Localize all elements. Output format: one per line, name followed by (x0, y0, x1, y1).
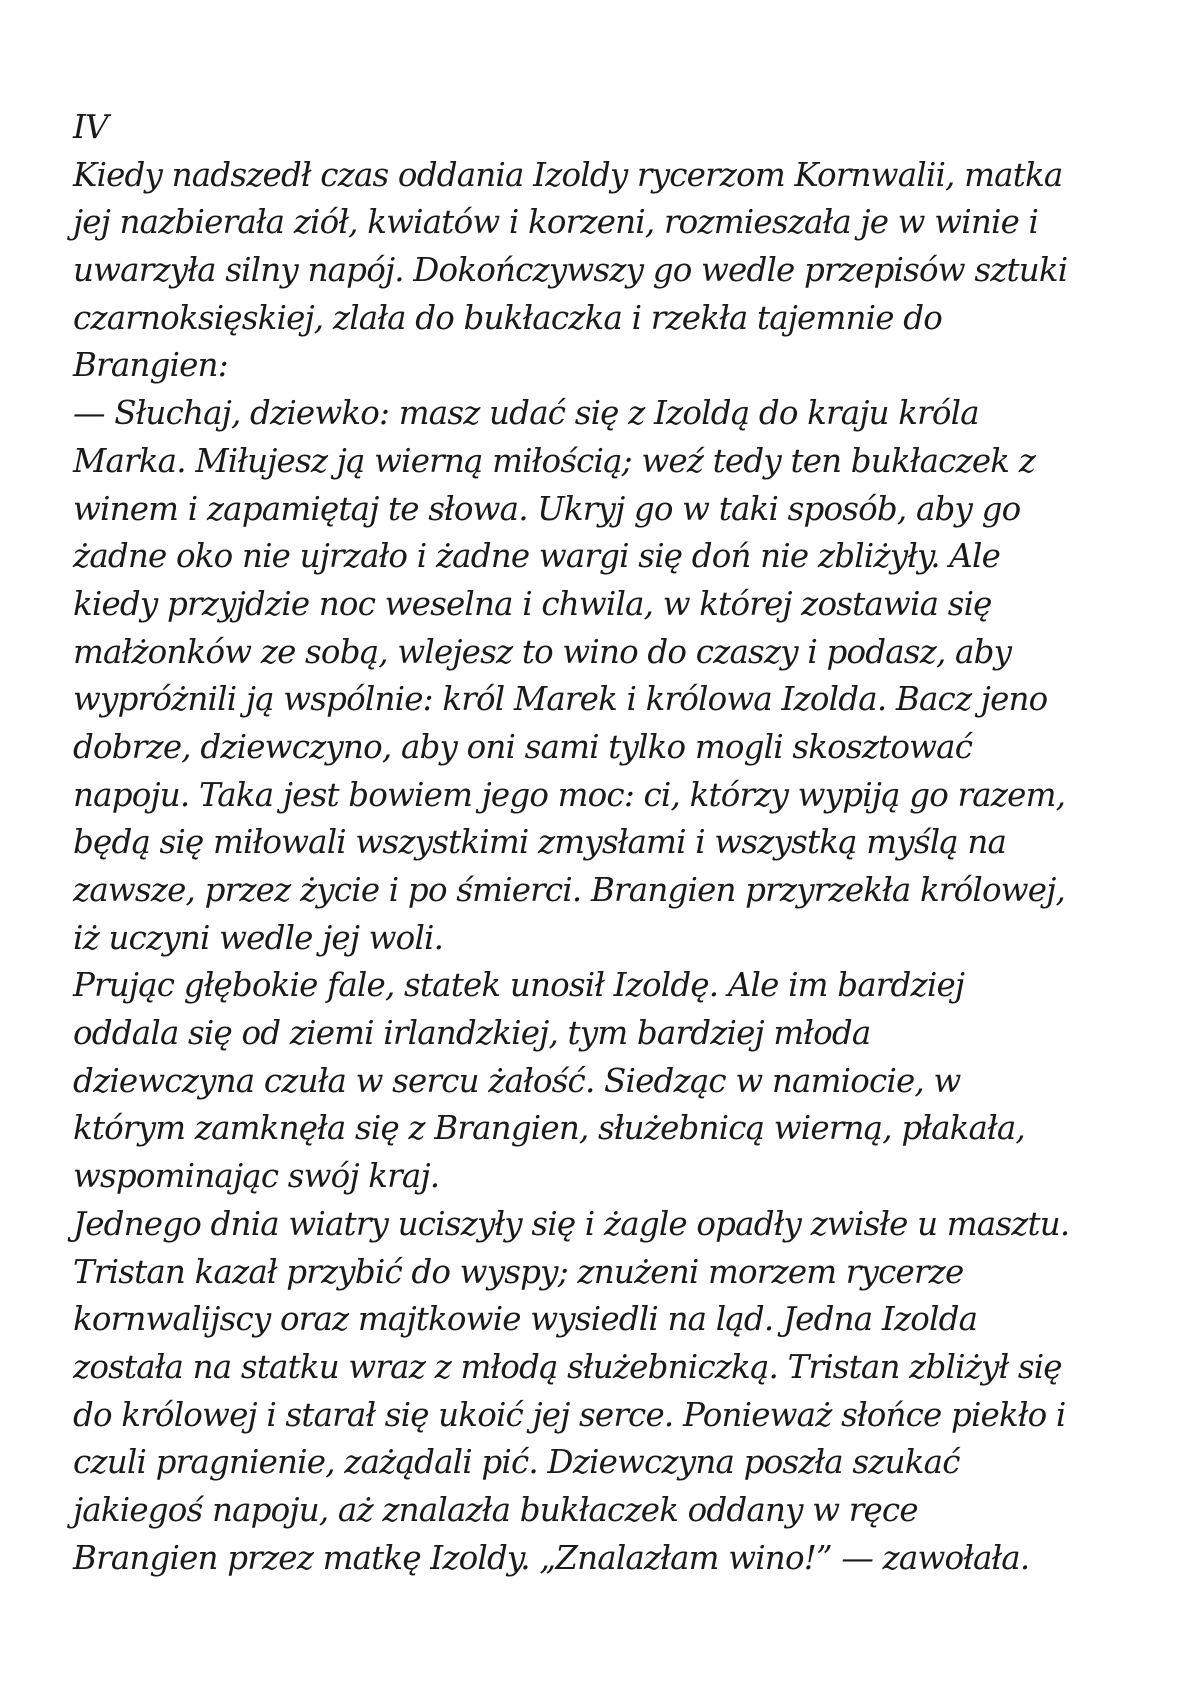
chapter-heading: IV (73, 108, 108, 146)
body-text (73, 104, 1153, 1582)
text-line: — Słuchaj, dziewko: masz udać się z Izoldą do kraju króla (73, 394, 979, 433)
text-line: jej nazbierała ziół, kwiatów i korzeni, rozmieszała je w winie i (73, 203, 1039, 242)
text-line: Tristan kazał przybić do wyspy; znużeni morzem rycerze (73, 1252, 964, 1291)
text-line: wspominając swój kraj. (73, 1157, 440, 1196)
text-line: uwarzyła silny napój. Dokończywszy go wedle przepisów sztuki (73, 251, 1068, 290)
text-line: Prując głębokie fale, statek unosił Izoldę. Ale im bardziej (73, 966, 965, 1005)
text-line: napoju. Taka jest bowiem jego moc: ci, którzy wypiją go razem, (73, 775, 1066, 814)
text-line: zawsze, przez życie i po śmierci. Brangien przyrzekła królowej, (73, 871, 1066, 909)
text-line: którym zamknęła się z Brangien, służebnicą wierną, płakała, (73, 1109, 1025, 1148)
text-line: Jednego dnia wiatry uciszyły się i żagle opadły zwisłe u masztu. (73, 1204, 1070, 1243)
text-line: czarnoksięskiej, zlała do bukłaczka i rzekła tajemnie do (73, 298, 942, 337)
text-line: winem i zapamiętaj te słowa. Ukryj go w taki sposób, aby go (73, 489, 1021, 528)
text-line: dobrze, dziewczyno, aby oni sami tylko mogli skosztować (73, 727, 973, 766)
text-line: jakiegoś napoju, aż znalazła bukłaczek oddany w ręce (73, 1490, 918, 1529)
text-line: oddala się od ziemi irlandzkiej, tym bardziej młoda (73, 1014, 871, 1053)
text-line: Kiedy nadszedł czas oddania Izoldy rycerzom Kornwalii, matka (73, 155, 1063, 194)
text-line: małżonków ze sobą, wlejesz to wino do czaszy i podasz, aby (73, 632, 1012, 671)
text-line: Marka. Miłujesz ją wierną miłością; weź tedy ten bukłaczek z (73, 441, 1036, 480)
text-line: kiedy przyjdzie noc weselna i chwila, w której zostawia się (73, 584, 992, 623)
text-line: została na statku wraz z młodą służebniczką. Tristan zbliżył się (73, 1347, 1062, 1386)
text-line: Brangien przez matkę Izoldy. „Znalazłam wino!” — zawołała. (73, 1538, 1030, 1577)
text-line: żadne oko nie ujrzało i żadne wargi się doń nie zbliżyły. Ale (73, 537, 1001, 576)
text-line: do królowej i starał się ukoić jej serce. Ponieważ słońce piekło i (73, 1395, 1066, 1434)
text-line: kornwalijscy oraz majtkowie wysiedli na ląd. Jedna Izolda (73, 1300, 978, 1339)
text-line: czuli pragnienie, zażądali pić. Dziewczyna poszła szukać (73, 1443, 960, 1482)
text-line: będą się miłowali wszystkimi zmysłami i wszystką myślą na (73, 823, 1007, 862)
text-line: wypróżnili ją wspólnie: król Marek i królowa Izolda. Bacz jeno (73, 680, 1048, 719)
text-line: iż uczyni wedle jej woli. (73, 918, 444, 957)
text-line: Brangien: (73, 346, 228, 385)
text-line: dziewczyna czuła w sercu żałość. Siedząc w namiocie, w (73, 1061, 961, 1100)
